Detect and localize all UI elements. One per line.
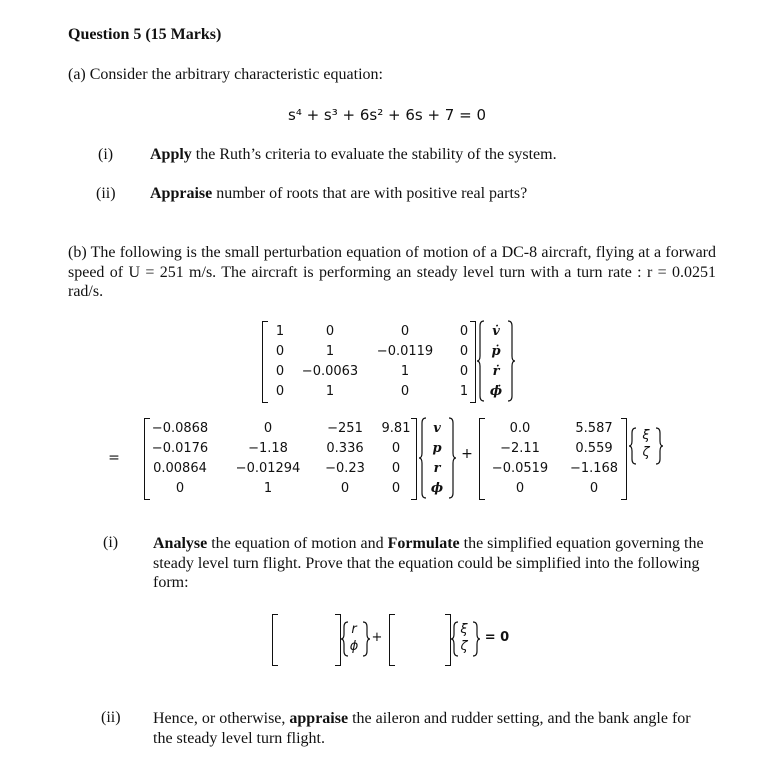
a-matrix-cell: 0 — [263, 421, 273, 436]
part-a-item-i — [150, 146, 557, 164]
control-entry: ζ — [642, 445, 650, 460]
pb-ii-segment: the aileron and rudder setting, and the bank angle for the steady level turn flight. — [153, 710, 691, 747]
state-dot-right-brace — [507, 321, 515, 401]
part-b-item-i — [153, 534, 713, 593]
simplified-matrix-2-left-bracket — [389, 614, 395, 666]
plus-sign: + — [461, 446, 473, 462]
b-matrix-cell: 0 — [515, 481, 525, 496]
a-matrix-cell: 9.81 — [381, 421, 411, 436]
lhs-matrix-cell: 0 — [459, 344, 469, 359]
state-entry: ϕ — [430, 481, 444, 496]
a-matrix-cell: 0 — [175, 481, 185, 496]
simplified-vec2-entry: ζ — [460, 639, 468, 654]
part-b-intro: (b) The following is the small perturbation equation of motion of a DC-8 aircraft, flying at a forward speed of U = 251 m/s. The aircraft is performing an steady level turn with a turn rate : r = 0.0251 rad/s. — [68, 244, 716, 300]
characteristic-equation: s⁴ + s³ + 6s² + 6s + 7 = 0 — [288, 106, 486, 124]
lhs-matrix-cell: 0 — [275, 344, 285, 359]
pb-i-segment: the equation of motion and — [207, 535, 388, 552]
b-matrix-cell: 5.587 — [575, 421, 613, 436]
b-matrix-cell: −1.168 — [569, 461, 619, 476]
state-left-brace — [419, 418, 427, 498]
part-a-item-ii-number: (ii) — [96, 185, 116, 202]
state-dot-entry: ϕ̇ — [489, 384, 503, 399]
b-matrix-cell: −0.0519 — [491, 461, 549, 476]
state-dot-entry: v̇ — [492, 324, 500, 339]
pb-i-segment: Analyse — [153, 535, 208, 552]
part-b-item-i-number: (i) — [103, 534, 119, 551]
control-entry: ξ — [642, 428, 650, 443]
lhs-matrix-cell: 1 — [325, 384, 335, 399]
b-matrix-cell: 0.0 — [509, 421, 531, 436]
lhs-matrix-cell: 0 — [459, 324, 469, 339]
simplified-vec2-entry: ξ — [460, 622, 468, 637]
state-entry: r — [433, 461, 441, 476]
part-a-item-i-text: the Ruth’s criteria to evaluate the stability of the system. — [191, 146, 557, 163]
part-a-item-ii-text: number of roots that are with positive real parts? — [212, 185, 528, 202]
simplified-vec1-entry: ϕ — [349, 639, 359, 654]
a-matrix-cell: −251 — [327, 421, 363, 436]
simplified-vec1-entry: r — [351, 622, 357, 637]
lhs-matrix-cell: 1 — [275, 324, 285, 339]
a-matrix-cell: 0 — [391, 481, 401, 496]
lhs-matrix-cell: 0 — [325, 324, 335, 339]
lhs-matrix-cell: −0.0063 — [301, 364, 359, 379]
lhs-matrix-cell: 0 — [275, 364, 285, 379]
a-matrix-cell: −0.0868 — [151, 421, 209, 436]
a-matrix-cell: 0.336 — [326, 441, 364, 456]
part-a-item-ii-verb: Appraise — [150, 185, 213, 202]
lhs-matrix-cell: 0 — [400, 384, 410, 399]
a-matrix-cell: −1.18 — [248, 441, 288, 456]
lhs-matrix-cell: 1 — [325, 344, 335, 359]
a-matrix-cell: −0.0176 — [151, 441, 209, 456]
b-matrix-cell: 0 — [589, 481, 599, 496]
b-matrix-cell: −2.11 — [500, 441, 540, 456]
lhs-matrix-cell: 1 — [400, 364, 410, 379]
lhs-matrix-cell: 0 — [400, 324, 410, 339]
simplified-matrix-1-left-bracket — [272, 614, 278, 666]
simplified-plus-sign: + — [371, 630, 383, 645]
control-right-brace — [655, 428, 663, 464]
part-a-item-i-verb: Apply — [150, 146, 192, 163]
a-matrix-cell: 0 — [391, 441, 401, 456]
question-title: Question 5 (15 Marks) — [68, 26, 222, 43]
pb-ii-segment: Hence, or otherwise, — [153, 710, 290, 727]
a-matrix-cell: 0.00864 — [153, 461, 207, 476]
lhs-matrix-cell: 1 — [459, 384, 469, 399]
pb-i-segment: Formulate — [387, 535, 460, 552]
b-matrix-cell: 0.559 — [575, 441, 613, 456]
simplified-vec1-right-brace — [362, 622, 370, 656]
state-dot-entry: ṙ — [492, 364, 500, 379]
pb-i-segment: the simplified equation governing the steady level turn flight. Prove that the equation could be simplified into the following form: — [153, 535, 704, 591]
lhs-matrix-cell: 0 — [275, 384, 285, 399]
simplified-equals-zero: = 0 — [484, 630, 510, 645]
a-matrix-cell: −0.01294 — [235, 461, 301, 476]
lhs-matrix-cell: −0.0119 — [376, 344, 434, 359]
a-matrix-cell: 0 — [340, 481, 350, 496]
part-b-item-ii — [153, 709, 713, 748]
pb-ii-segment: appraise — [289, 710, 349, 727]
part-a-intro: (a) Consider the arbitrary characteristic equation: — [68, 66, 383, 83]
state-entry: v — [433, 421, 441, 436]
equals-sign: = — [108, 450, 120, 466]
part-b-item-ii-number: (ii) — [101, 709, 121, 726]
part-a-item-ii — [150, 185, 527, 203]
state-right-brace — [448, 418, 456, 498]
a-matrix-cell: −0.23 — [325, 461, 365, 476]
state-dot-entry: ṗ — [491, 344, 501, 359]
a-matrix-cell: 1 — [263, 481, 273, 496]
simplified-vec2-right-brace — [472, 622, 480, 656]
state-entry: p — [432, 441, 442, 456]
lhs-matrix-cell: 0 — [459, 364, 469, 379]
part-a-item-i-number: (i) — [98, 146, 114, 163]
control-left-brace — [629, 428, 637, 464]
a-matrix-cell: 0 — [391, 461, 401, 476]
state-dot-left-brace — [477, 321, 485, 401]
